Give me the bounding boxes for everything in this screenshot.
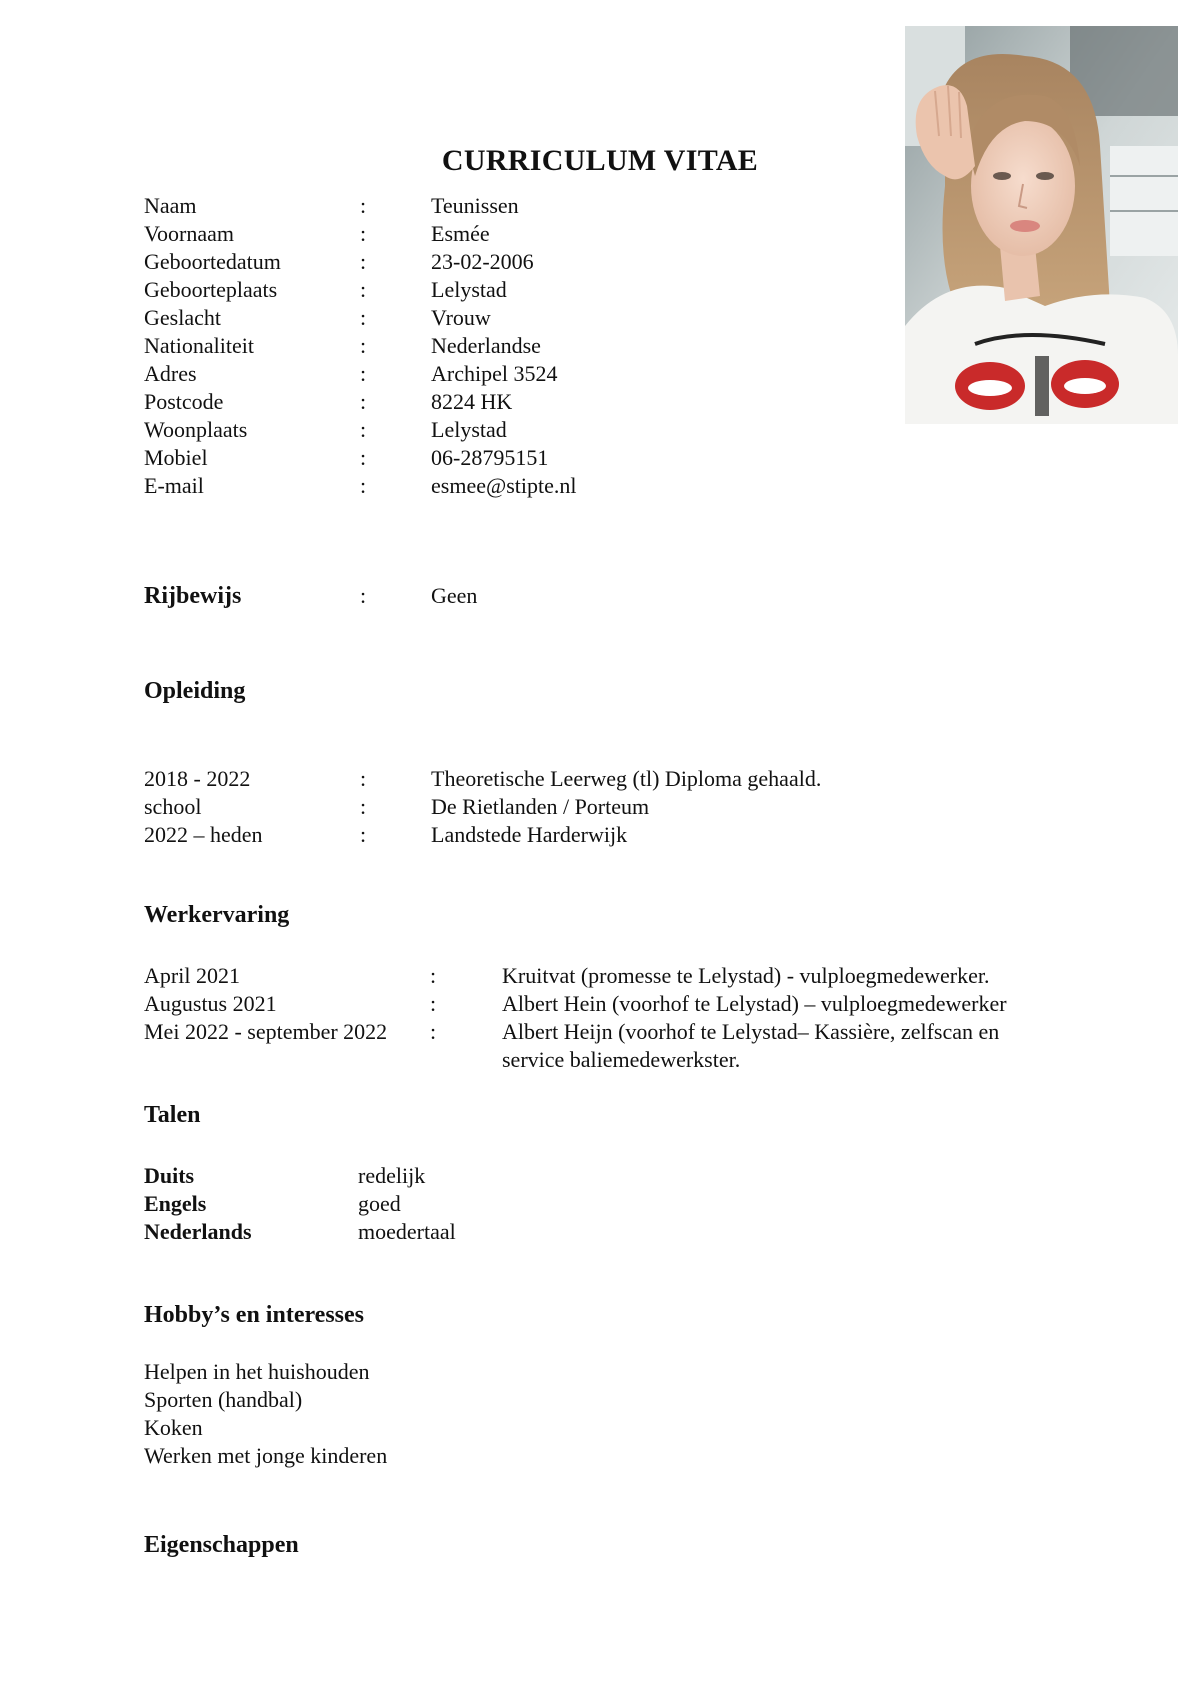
detail-label: Adres (144, 361, 197, 386)
colon: : (360, 766, 367, 791)
work-description: Albert Hein (voorhof te Lelystad) – vulploegmedewerker (502, 991, 1007, 1016)
work-description: Albert Heijn (voorhof te Lelystad– Kassière, zelfscan en (502, 1019, 1000, 1044)
education-value: Theoretische Leerweg (tl) Diploma gehaald. (431, 766, 822, 791)
language-name: Engels (144, 1191, 207, 1216)
colon: : (430, 991, 437, 1016)
detail-value: Archipel 3524 (431, 361, 558, 386)
language-level: moedertaal (358, 1219, 456, 1244)
colon: : (360, 389, 367, 414)
hobbies-heading: Hobby’s en interesses (144, 1302, 365, 1328)
profile-photo (905, 26, 1178, 424)
colon: : (360, 305, 367, 330)
education-heading: Opleiding (144, 678, 246, 704)
language-level: redelijk (358, 1163, 426, 1188)
colon: : (430, 963, 437, 988)
detail-label: Geslacht (144, 305, 221, 330)
email-value: esmee@stipte.nl (431, 473, 577, 498)
hobby-item: Sporten (handbal) (144, 1387, 303, 1412)
colon: : (360, 361, 367, 386)
colon: : (360, 333, 367, 358)
education-value: Landstede Harderwijk (431, 822, 628, 847)
license-label: Rijbewijs (144, 583, 242, 609)
detail-value: Nederlandse (431, 333, 541, 358)
detail-label: Postcode (144, 389, 224, 414)
colon: : (360, 193, 367, 218)
colon: : (360, 822, 367, 847)
colon: : (360, 794, 367, 819)
license-value: Geen (431, 583, 478, 608)
language-name: Nederlands (144, 1219, 252, 1244)
detail-label: Nationaliteit (144, 333, 254, 358)
education-label: 2022 – heden (144, 822, 263, 847)
detail-label: Naam (144, 193, 197, 218)
detail-value: Teunissen (431, 193, 519, 218)
detail-value: 23-02-2006 (431, 249, 534, 274)
detail-value: Lelystad (431, 277, 507, 302)
detail-value: 06-28795151 (431, 445, 549, 470)
work-period: Augustus 2021 (144, 991, 277, 1016)
detail-label: Voornaam (144, 221, 235, 246)
work-description-continued: service baliemedewerkster. (502, 1047, 741, 1072)
document-title: CURRICULUM VITAE (441, 144, 759, 177)
languages-heading: Talen (144, 1102, 201, 1128)
hobby-item: Helpen in het huishouden (144, 1359, 370, 1384)
colon: : (360, 249, 367, 274)
hobby-item: Koken (144, 1415, 203, 1440)
education-label: 2018 - 2022 (144, 766, 251, 791)
work-heading: Werkervaring (144, 902, 290, 928)
detail-label: E-mail (144, 473, 204, 498)
work-period: Mei 2022 - september 2022 (144, 1019, 388, 1044)
detail-label: Woonplaats (144, 417, 248, 442)
detail-value: Vrouw (431, 305, 491, 330)
detail-label: Geboorteplaats (144, 277, 278, 302)
colon: : (360, 445, 367, 470)
detail-value: Lelystad (431, 417, 507, 442)
detail-label: Mobiel (144, 445, 208, 470)
detail-value: 8224 HK (431, 389, 513, 414)
education-value: De Rietlanden / Porteum (431, 794, 650, 819)
language-name: Duits (144, 1163, 195, 1188)
colon: : (430, 1019, 437, 1044)
work-description: Kruitvat (promesse te Lelystad) - vulploegmedewerker. (502, 963, 990, 988)
colon: : (360, 221, 367, 246)
detail-label: Geboortedatum (144, 249, 281, 274)
colon: : (360, 417, 367, 442)
traits-heading: Eigenschappen (144, 1532, 299, 1558)
detail-value: Esmée (431, 221, 490, 246)
colon: : (360, 583, 367, 608)
work-period: April 2021 (144, 963, 240, 988)
education-label: school (144, 794, 202, 819)
colon: : (360, 277, 367, 302)
language-level: goed (358, 1191, 401, 1216)
colon: : (360, 473, 367, 498)
hobby-item: Werken met jonge kinderen (144, 1443, 388, 1468)
